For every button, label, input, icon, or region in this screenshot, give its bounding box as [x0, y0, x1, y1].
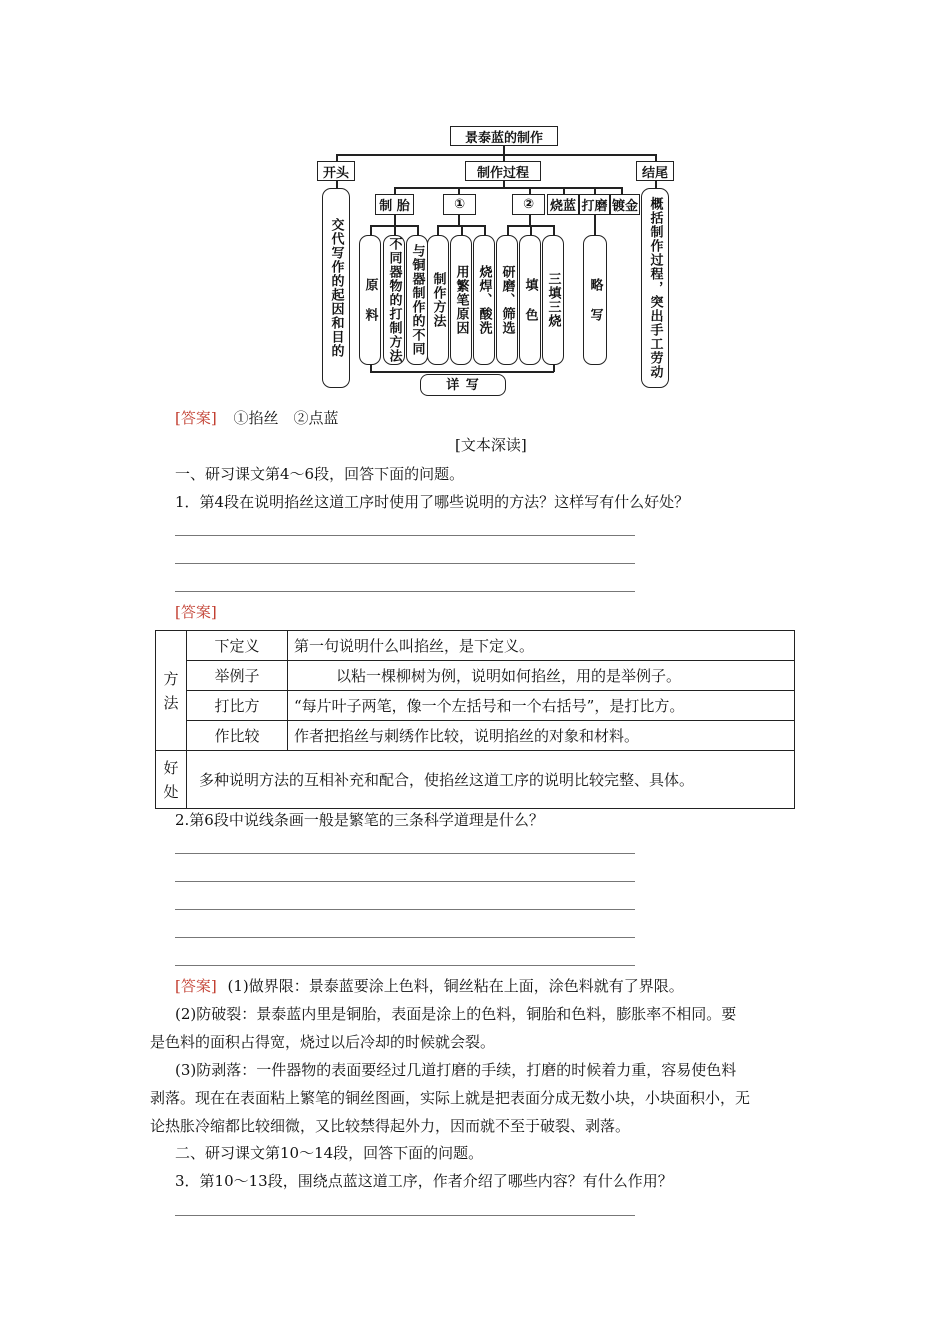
- answer-line: [175, 881, 635, 882]
- answer-line: [175, 853, 635, 854]
- method-desc: 作者把掐丝与刺绣作比较，说明掐丝的对象和材料。: [288, 721, 795, 751]
- question-1: 1．第4段在说明掐丝这道工序时使用了哪些说明的方法？这样写有什么好处？: [175, 493, 690, 511]
- method-desc: 第一句说明什么叫掐丝，是下定义。: [288, 631, 795, 661]
- answer-line: [175, 563, 635, 564]
- node-damo: 打磨: [579, 194, 610, 215]
- method-name: 举例子: [187, 661, 288, 691]
- method-desc: 以粘一棵柳树为例，说明如何掐丝，用的是举例子。: [288, 661, 795, 691]
- answer3-p3a: (3)防剥落：一件器物的表面要经过几道打磨的手续，打磨的时候着力重，容易使色料: [175, 1061, 737, 1079]
- table-row: [156, 751, 795, 809]
- diagram-title: 景泰蓝的制作: [450, 126, 558, 146]
- node-jiewei: 结尾: [636, 161, 674, 181]
- answer2-tag: [答案]: [175, 603, 217, 621]
- answer-line: [175, 937, 635, 938]
- node-q2: ②: [512, 194, 545, 215]
- answer3-p3c: 论热胀冷缩都比较细微，又比较禁得起外力，因而就不至于破裂、剥落。: [150, 1117, 631, 1135]
- node-dujin: 镀金: [610, 194, 640, 215]
- method-name: 下定义: [187, 631, 288, 661]
- node-lue: 略 写: [583, 235, 607, 365]
- part1-heading: 一、研习课文第4～6段，回答下面的问题。: [175, 465, 465, 483]
- table-row: [156, 631, 795, 661]
- node-shaohan: 烧焊、酸洗: [473, 235, 495, 365]
- node-xiangxie: 详 写: [420, 374, 506, 396]
- node-shaolan: 烧蓝: [547, 194, 579, 215]
- node-guocheng: 制作过程: [465, 161, 541, 181]
- answer3-p2a: (2)防破裂：景泰蓝内里是铜胎，表面是涂上的色料，铜胎和色料，膨胀率不相同。要: [175, 1005, 737, 1023]
- category-benefit: 好处: [156, 751, 187, 809]
- node-jiewei-desc: 概括制作过程，突出手工劳动: [641, 188, 669, 388]
- node-yanmo: 研磨、筛选: [496, 235, 518, 365]
- method-name: 打比方: [187, 691, 288, 721]
- answer-line: [175, 591, 635, 592]
- node-yutong: 与铜器制作的不同: [406, 235, 428, 365]
- part2-heading: 二、研习课文第10～14段，回答下面的问题。: [175, 1144, 484, 1162]
- table-row: [156, 721, 795, 751]
- answer-line: [175, 909, 635, 910]
- node-kaitou-desc: 交代写作的起因和目的: [322, 188, 350, 388]
- answer3-p3b: 剥落。现在在表面粘上繁笔的铜丝图画，实际上就是把表面分成无数小块，小块面积小，无: [150, 1089, 751, 1107]
- node-zhitai: 制 胎: [375, 194, 414, 215]
- benefit-desc: 多种说明方法的互相补充和配合，使掐丝这道工序的说明比较完整、具体。: [187, 751, 795, 809]
- methods-table: [155, 630, 795, 809]
- node-fanbi: 用繁笔原因: [450, 235, 472, 365]
- category-methods: 方法: [156, 631, 187, 751]
- section-title: [文本深读]: [455, 436, 527, 454]
- method-name: 作比较: [187, 721, 288, 751]
- answer3-p1: [175, 976, 684, 996]
- method-desc: “每片叶子两笔，像一个左括号和一个右括号”，是打比方。: [288, 691, 795, 721]
- node-q1: ①: [443, 194, 476, 215]
- answer-line: [175, 1215, 635, 1216]
- answer3-tag: [答案]: [175, 977, 217, 995]
- node-fangfa: 制作方法: [427, 235, 449, 365]
- answer1: [175, 408, 339, 428]
- node-kaitou: 开头: [317, 161, 355, 181]
- answer1-text: ①掐丝 ②点蓝: [233, 409, 339, 427]
- answer3-p2b: 是色料的面积占得宽，烧过以后冷却的时候就会裂。: [150, 1033, 496, 1051]
- question-2: 2.第6段中说线条画一般是繁笔的三条科学道理是什么？: [175, 811, 544, 829]
- table-row: [156, 691, 795, 721]
- question-3: 3．第10～13段，围绕点蓝这道工序，作者介绍了哪些内容？有什么作用？: [175, 1172, 673, 1190]
- answer-line: [175, 965, 635, 966]
- node-butong: 不同器物的打制方法: [383, 235, 405, 365]
- node-santian: 三填三烧: [542, 235, 564, 365]
- answer-tag: [答案]: [175, 409, 217, 427]
- answer3-p1-text: (1)做界限：景泰蓝要涂上色料，铜丝粘在上面，涂色料就有了界限。: [227, 977, 684, 995]
- answer-line: [175, 535, 635, 536]
- node-yuanliao: 原 料: [359, 235, 381, 365]
- table-row: [156, 661, 795, 691]
- node-tianse: 填 色: [519, 235, 541, 365]
